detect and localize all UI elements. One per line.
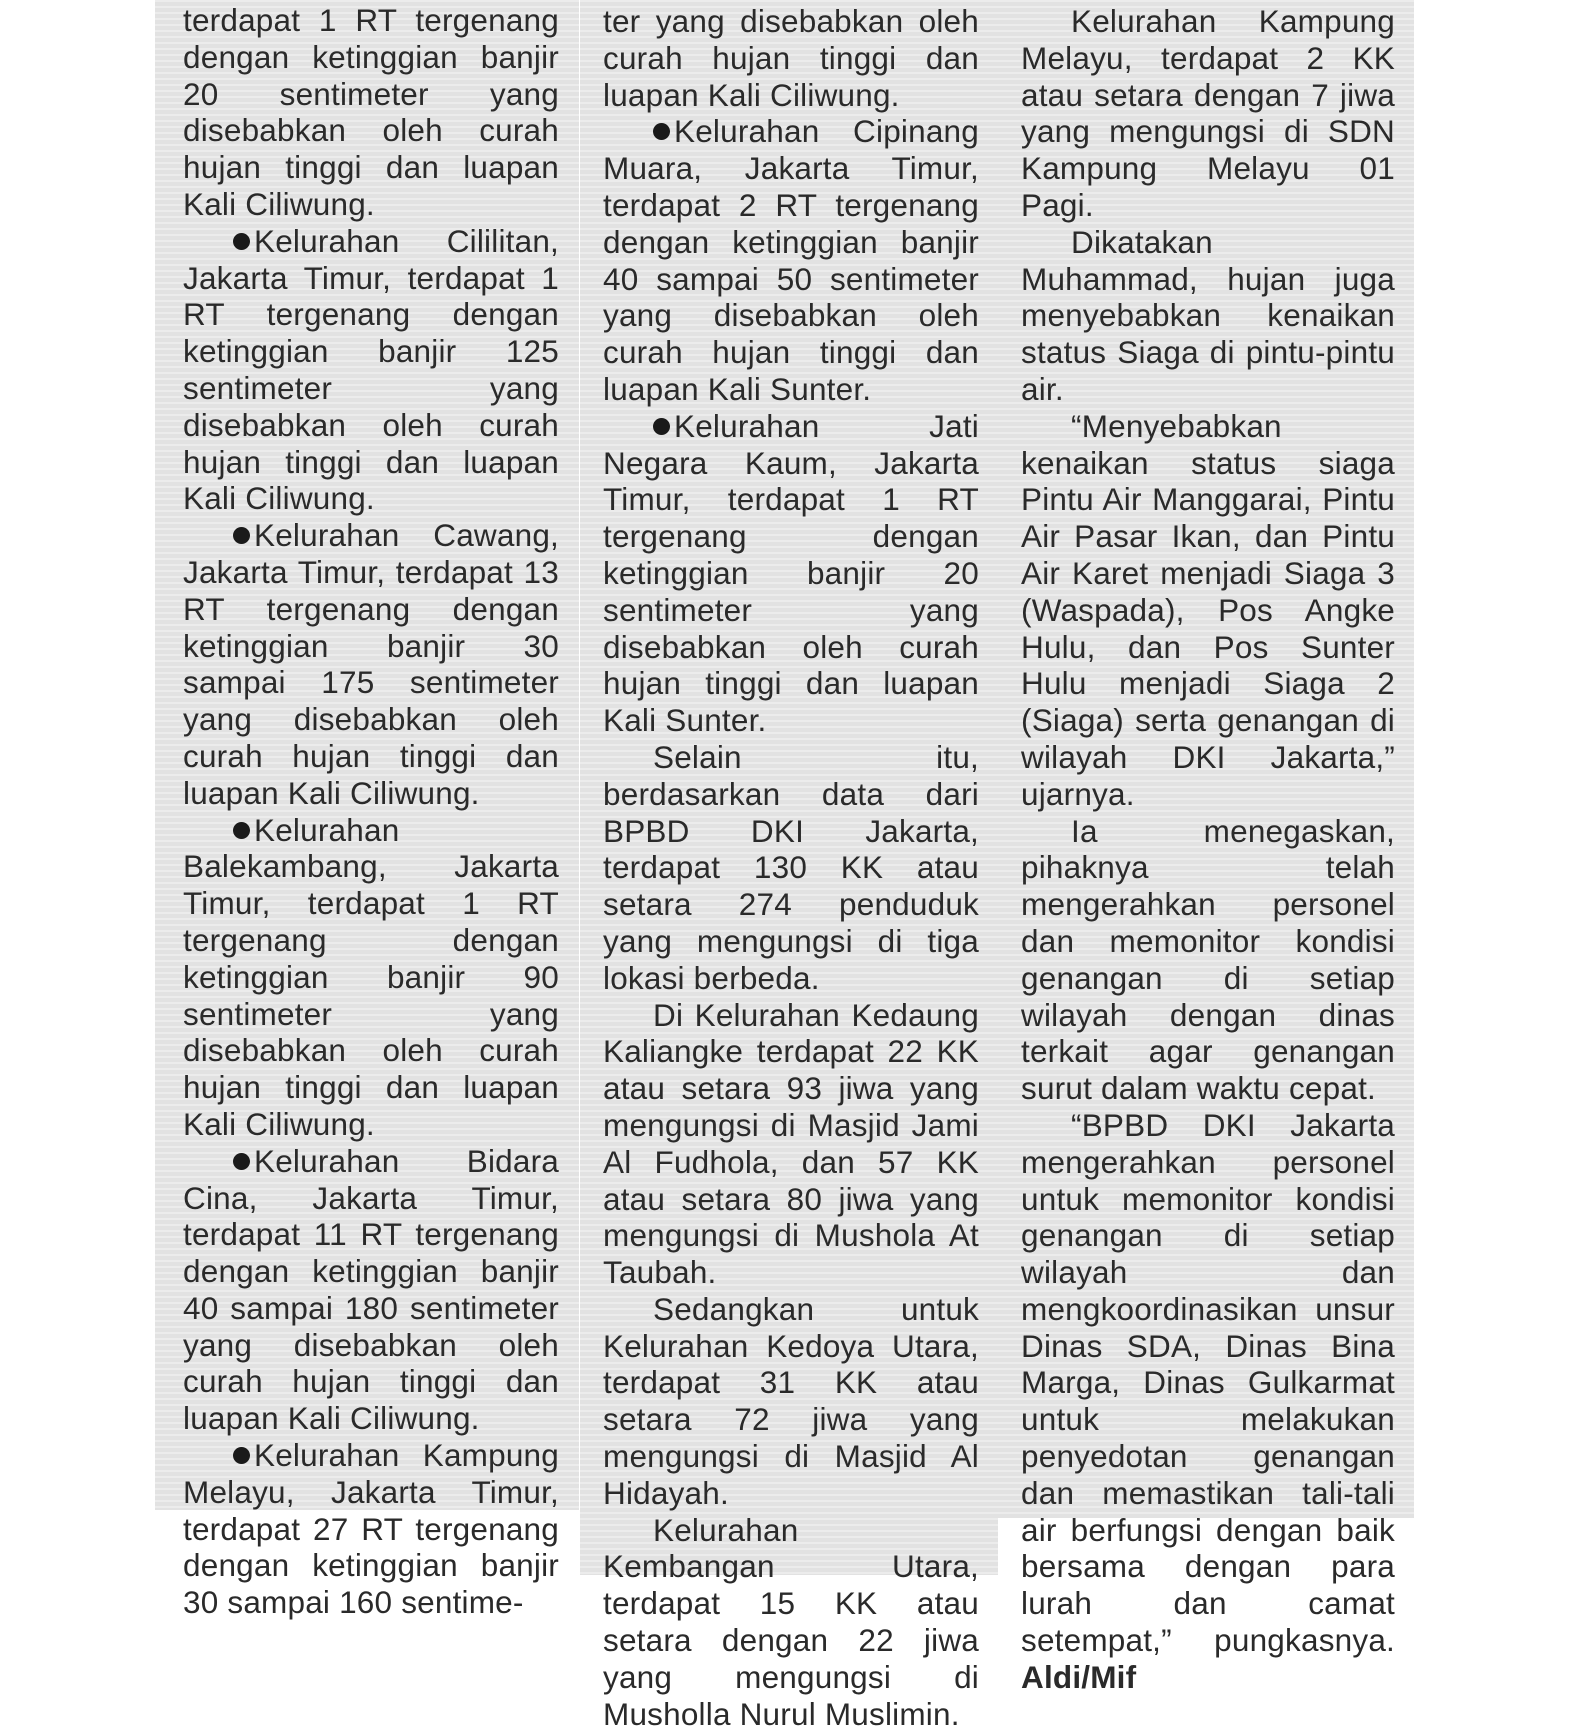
paragraph-kedaung xyxy=(603,997,979,1291)
bullet-icon xyxy=(233,822,250,839)
paragraph-text: Di Kelurahan Kedaung Kaliangke terdapat 22 KK atau setara 93 jiwa yang mengungsi di Masjid Jami Al Fudhola, dan 57 KK atau setara 80 jiwa yang mengungsi di Mushola At Taubah. xyxy=(603,996,979,1291)
paragraph-evacuees xyxy=(603,739,979,997)
bullet-icon xyxy=(233,233,250,250)
article-column-2 xyxy=(603,3,979,1732)
paragraph-text: “Menyebabkan kenaikan status siaga Pintu Air Manggarai, Pintu Air Pasar Ikan, dan Pintu Air Karet menjadi Siaga 3 (Waspada), Pos Angke Hulu, dan Pos Sunter Hulu menjadi Siaga 2 (Siaga) serta genangan di wilayah DKI Jakarta,” ujarnya. xyxy=(1021,407,1395,812)
paragraph-text: Sedangkan untuk Kelurahan Kedoya Utara, terdapat 31 KK atau setara 72 jiwa yang mengungsi di Masjid Al Hidayah. xyxy=(603,1290,979,1511)
list-item-kampung-melayu xyxy=(183,1437,559,1621)
paragraph-continuation xyxy=(603,3,979,113)
article-column-1 xyxy=(183,2,559,1621)
paragraph-text: “BPBD DKI Jakarta mengerahkan personel untuk memonitor kondisi genangan di setiap wilayah dan mengkoordinasikan unsur Dinas SDA, Dinas Bina Marga, Dinas Gulkarmat untuk melakukan penyedotan genangan dan memastikan tali-tali air berfungsi dengan baik bersama dengan para lurah dan camat setempat,” pungkasnya. xyxy=(1021,1106,1395,1659)
paragraph-text: Kelurahan Cipinang Muara, Jakarta Timur, terdapat 2 RT tergenang dengan ketinggian banjir 40 sampai 50 sentimeter yang disebabkan oleh curah hujan tinggi dan luapan Kali Sunter. xyxy=(603,113,979,407)
paragraph-text: Kelurahan Bidara Cina, Jakarta Timur, terdapat 11 RT tergenang dengan ketinggian banjir 40 sampai 180 sentimeter yang disebabkan oleh curah hujan tinggi dan luapan Kali Ciliwung. xyxy=(183,1142,559,1437)
paragraph-text: Dikatakan Muhammad, hujan juga menyebabkan kenaikan status Siaga di pintu-pintu air. xyxy=(1021,223,1395,407)
paragraph-text: Kelurahan Jati Negara Kaum, Jakarta Timur, terdapat 1 RT tergenang dengan ketinggian banjir 20 sentimeter yang disebabkan oleh curah hujan tinggi dan luapan Kali Sunter. xyxy=(603,407,979,739)
paragraph-kembangan xyxy=(603,1512,979,1732)
bullet-icon xyxy=(233,527,250,544)
paragraph-text: Kelurahan Kampung Melayu, Jakarta Timur, terdapat 27 RT tergenang dengan ketinggian banjir 30 sampai 160 sentime- xyxy=(183,1437,559,1621)
paragraph-continuation xyxy=(183,2,559,223)
list-item-cipinang-muara xyxy=(603,113,979,407)
paragraph-text: Kelurahan Cililitan, Jakarta Timur, terdapat 1 RT tergenang dengan ketinggian banjir 125 sentimeter yang disebabkan oleh curah hujan tinggi dan luapan Kali Ciliwung. xyxy=(183,222,559,517)
paragraph-kampung-melayu xyxy=(1021,3,1395,224)
paragraph-text: Kelurahan Cawang, Jakarta Timur, terdapat 13 RT tergenang dengan ketinggian banjir 30 sampai 175 sentimeter yang disebabkan oleh curah hujan tinggi dan luapan Kali Ciliwung. xyxy=(183,517,559,811)
paragraph-text: Selain itu, berdasarkan data dari BPBD DKI Jakarta, terdapat 130 KK atau setara 274 penduduk yang mengungsi di tiga lokasi berbeda. xyxy=(603,738,979,996)
paragraph-text: Kelurahan Balekambang, Jakarta Timur, terdapat 1 RT tergenang dengan ketinggian banjir 90 sentimeter yang disebabkan oleh curah hujan tinggi dan luapan Kali Ciliwung. xyxy=(183,811,559,1142)
article-column-3 xyxy=(1021,3,1395,1696)
paragraph-quote-pintu-air xyxy=(1021,408,1395,813)
list-item-jati-negara-kaum xyxy=(603,408,979,739)
bullet-icon xyxy=(233,1153,250,1170)
list-item-cawang xyxy=(183,517,559,811)
paragraph-quote-bpbd xyxy=(1021,1107,1395,1696)
bullet-icon xyxy=(653,418,670,435)
bullet-icon xyxy=(653,123,670,140)
list-item-balekambang xyxy=(183,812,559,1143)
paragraph-text: Ia menegaskan, pihaknya telah mengerahkan personel dan memonitor kondisi genangan di setiap wilayah dengan dinas terkait agar genangan surut dalam waktu cepat. xyxy=(1021,812,1395,1107)
paragraph-personel xyxy=(1021,813,1395,1107)
paragraph-text: Kelurahan Kembangan Utara, terdapat 15 KK atau setara dengan 22 jiwa yang mengungsi di Musholla Nurul Muslimin. xyxy=(603,1511,979,1732)
paragraph-text: Kelurahan Kampung Melayu, terdapat 2 KK atau setara dengan 7 jiwa yang mengungsi di SDN Kampung Melayu 01 Pagi. xyxy=(1021,3,1395,223)
paragraph-text: terdapat 1 RT tergenang dengan ketinggian banjir 20 sentimeter yang disebabkan oleh curah hujan tinggi dan luapan Kali Ciliwung. xyxy=(183,2,559,222)
list-item-cililitan xyxy=(183,223,559,517)
bullet-icon xyxy=(233,1447,250,1464)
paragraph-text: ter yang disebabkan oleh curah hujan tinggi dan luapan Kali Ciliwung. xyxy=(603,3,979,113)
paragraph-siaga xyxy=(1021,224,1395,408)
paragraph-kedoya xyxy=(603,1291,979,1512)
list-item-bidara-cina xyxy=(183,1143,559,1437)
author-byline: Aldi/Mif xyxy=(1021,1658,1137,1695)
